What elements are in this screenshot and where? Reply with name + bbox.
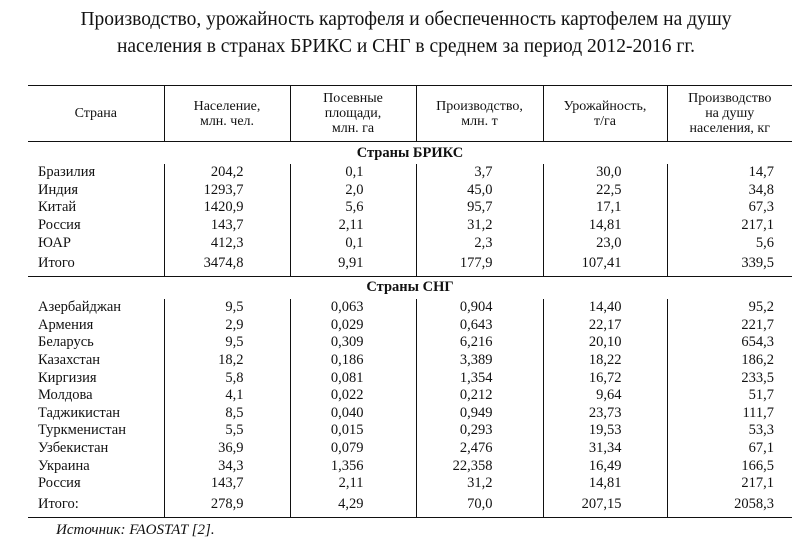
section-heading: Страны БРИКС xyxy=(28,142,792,165)
table-header-row xyxy=(28,86,792,142)
cell-production: 31,2 xyxy=(416,217,543,235)
table-row xyxy=(28,405,792,423)
table-row xyxy=(28,352,792,370)
cell-population: 3474,8 xyxy=(164,252,290,277)
cell-area: 2,11 xyxy=(290,475,416,493)
header-area: Посевные площади, млн. га xyxy=(290,86,416,142)
table-row xyxy=(28,234,792,252)
cell-per-capita: 67,3 xyxy=(667,199,792,217)
cell-country: Итого xyxy=(38,255,75,272)
cell-population: 34,3 xyxy=(164,457,290,475)
table-row xyxy=(28,440,792,458)
cell-population: 8,5 xyxy=(164,405,290,423)
cell-area: 0,015 xyxy=(290,422,416,440)
cell-population: 412,3 xyxy=(164,234,290,252)
cell-country: Беларусь xyxy=(38,334,94,351)
cell-production: 0,949 xyxy=(416,405,543,423)
total-row xyxy=(28,252,792,277)
header-per-capita: Производство на душу населения, кг xyxy=(667,86,792,142)
total-row xyxy=(28,493,792,518)
cell-yield: 23,0 xyxy=(543,234,667,252)
cell-per-capita: 14,7 xyxy=(667,164,792,182)
cell-production: 0,904 xyxy=(416,299,543,317)
header-population: Население, млн. чел. xyxy=(164,86,290,142)
cell-production: 3,7 xyxy=(416,164,543,182)
cell-yield: 14,81 xyxy=(543,475,667,493)
document-title xyxy=(0,6,812,60)
cell-country: Индия xyxy=(38,181,79,198)
table-row xyxy=(28,422,792,440)
cell-yield: 14,81 xyxy=(543,217,667,235)
cell-country: Узбекистан xyxy=(38,440,109,457)
cell-yield: 22,5 xyxy=(543,182,667,200)
cell-yield: 9,64 xyxy=(543,387,667,405)
cell-production: 6,216 xyxy=(416,334,543,352)
table-row xyxy=(28,475,792,493)
cell-production: 0,212 xyxy=(416,387,543,405)
cell-production: 22,358 xyxy=(416,457,543,475)
cell-yield: 20,10 xyxy=(543,334,667,352)
cell-area: 1,356 xyxy=(290,457,416,475)
cell-area: 0,029 xyxy=(290,317,416,335)
header-yield: Урожайность, т/га xyxy=(543,86,667,142)
cell-production: 0,293 xyxy=(416,422,543,440)
header-production: Производство, млн. т xyxy=(416,86,543,142)
cell-area: 0,040 xyxy=(290,405,416,423)
table-row xyxy=(28,457,792,475)
cell-population: 9,5 xyxy=(164,334,290,352)
cell-country: Итого: xyxy=(28,493,164,518)
cell-per-capita: 233,5 xyxy=(667,369,792,387)
table-row xyxy=(28,199,792,217)
cell-production: 2,3 xyxy=(416,234,543,252)
cell-per-capita: 186,2 xyxy=(667,352,792,370)
cell-per-capita: 166,5 xyxy=(667,457,792,475)
cell-yield: 16,72 xyxy=(543,369,667,387)
cell-yield: 14,40 xyxy=(543,299,667,317)
cell-production: 3,389 xyxy=(416,352,543,370)
cell-country: ЮАР xyxy=(38,234,71,251)
cell-production: 0,643 xyxy=(416,317,543,335)
title-line-2: населения в странах БРИКС и СНГ в среднем за период 2012-2016 гг. xyxy=(116,36,696,57)
header-country: Страна xyxy=(28,86,164,142)
section-heading-row xyxy=(28,142,792,165)
cell-yield: 16,49 xyxy=(543,457,667,475)
cell-per-capita: 5,6 xyxy=(667,234,792,252)
cell-yield: 207,15 xyxy=(543,493,667,518)
cell-yield: 30,0 xyxy=(543,164,667,182)
cell-country: Бразилия xyxy=(38,164,96,181)
cell-population: 278,9 xyxy=(164,493,290,518)
cell-yield: 22,17 xyxy=(543,317,667,335)
cell-country: Казахстан xyxy=(38,352,101,369)
cell-area: 0,186 xyxy=(290,352,416,370)
cell-area: 0,1 xyxy=(290,234,416,252)
cell-country: Россия xyxy=(38,217,81,234)
cell-per-capita: 217,1 xyxy=(667,475,792,493)
cell-per-capita: 2058,3 xyxy=(667,493,792,518)
cell-per-capita: 67,1 xyxy=(667,440,792,458)
cell-production: 45,0 xyxy=(416,182,543,200)
cell-country: Туркменистан xyxy=(38,422,126,439)
cell-population: 18,2 xyxy=(164,352,290,370)
cell-production: 70,0 xyxy=(416,493,543,518)
cell-population: 5,8 xyxy=(164,369,290,387)
cell-population: 1293,7 xyxy=(164,182,290,200)
table-row xyxy=(28,299,792,317)
cell-area: 2,0 xyxy=(290,182,416,200)
cell-country: Россия xyxy=(38,475,81,492)
cell-production: 2,476 xyxy=(416,440,543,458)
potato-production-table xyxy=(28,85,792,518)
cell-production: 177,9 xyxy=(416,252,543,277)
table-row xyxy=(28,317,792,335)
cell-yield: 17,1 xyxy=(543,199,667,217)
table-row xyxy=(28,164,792,182)
cell-per-capita: 339,5 xyxy=(667,252,792,277)
cell-population: 2,9 xyxy=(164,317,290,335)
cell-population: 143,7 xyxy=(164,475,290,493)
cell-country: Таджикистан xyxy=(38,404,121,421)
cell-per-capita: 217,1 xyxy=(667,217,792,235)
cell-per-capita: 221,7 xyxy=(667,317,792,335)
table-row xyxy=(28,387,792,405)
cell-yield: 19,53 xyxy=(543,422,667,440)
cell-yield: 31,34 xyxy=(543,440,667,458)
cell-country: Молдова xyxy=(38,387,93,404)
table-body xyxy=(28,142,792,518)
source-note: Источник: FAOSTAT [2]. xyxy=(56,522,215,538)
cell-area: 9,91 xyxy=(290,252,416,277)
cell-area: 0,081 xyxy=(290,369,416,387)
cell-per-capita: 111,7 xyxy=(667,405,792,423)
cell-area: 0,1 xyxy=(290,164,416,182)
cell-per-capita: 34,8 xyxy=(667,182,792,200)
cell-area: 0,063 xyxy=(290,299,416,317)
cell-country: Украина xyxy=(38,457,90,474)
cell-country: Азербайджан xyxy=(38,299,122,316)
cell-population: 143,7 xyxy=(164,217,290,235)
cell-area: 5,6 xyxy=(290,199,416,217)
cell-production: 31,2 xyxy=(416,475,543,493)
cell-population: 36,9 xyxy=(164,440,290,458)
cell-population: 204,2 xyxy=(164,164,290,182)
cell-yield: 23,73 xyxy=(543,405,667,423)
cell-per-capita: 95,2 xyxy=(667,299,792,317)
section-heading-row xyxy=(28,276,792,299)
cell-area: 0,309 xyxy=(290,334,416,352)
cell-per-capita: 53,3 xyxy=(667,422,792,440)
table-row xyxy=(28,217,792,235)
table-row xyxy=(28,182,792,200)
cell-country: Киргизия xyxy=(38,369,97,386)
cell-population: 9,5 xyxy=(164,299,290,317)
cell-area: 4,29 xyxy=(290,493,416,518)
table-row xyxy=(28,369,792,387)
cell-per-capita: 51,7 xyxy=(667,387,792,405)
cell-area: 0,022 xyxy=(290,387,416,405)
cell-yield: 107,41 xyxy=(543,252,667,277)
table-row xyxy=(28,334,792,352)
cell-area: 2,11 xyxy=(290,217,416,235)
cell-yield: 18,22 xyxy=(543,352,667,370)
cell-country: Армения xyxy=(38,316,94,333)
cell-area: 0,079 xyxy=(290,440,416,458)
cell-country: Китай xyxy=(38,199,77,216)
cell-per-capita: 654,3 xyxy=(667,334,792,352)
cell-population: 1420,9 xyxy=(164,199,290,217)
section-heading: Страны СНГ xyxy=(28,276,792,299)
cell-production: 1,354 xyxy=(416,369,543,387)
title-line-1: Производство, урожайность картофеля и обеспеченность картофелем на душу xyxy=(80,9,732,30)
cell-production: 95,7 xyxy=(416,199,543,217)
cell-population: 5,5 xyxy=(164,422,290,440)
cell-population: 4,1 xyxy=(164,387,290,405)
